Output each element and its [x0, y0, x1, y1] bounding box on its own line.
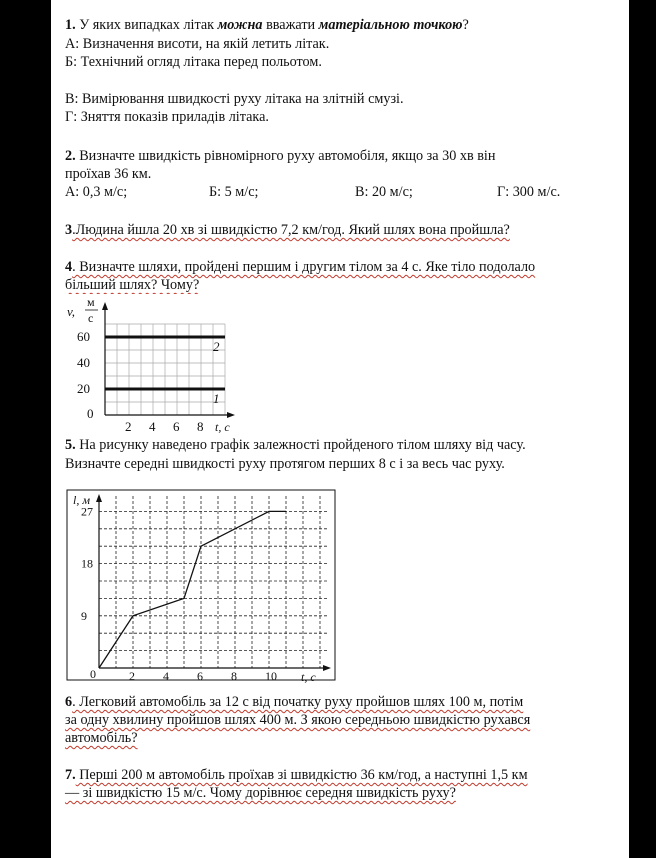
question-7: 7. Перші 200 м автомобіль проїхав зі швидкістю 36 км/год, а наступні 1,5 км	[65, 767, 528, 783]
velocity-x-label: t, с	[215, 420, 230, 434]
question-6-line3: автомобіль?	[65, 730, 138, 746]
velocity-x-tick-label: 4	[149, 419, 156, 434]
distance-x-label: t, с	[301, 670, 316, 684]
q1-option-b: Б: Технічний огляд літака перед польотом.	[65, 54, 322, 70]
distance-x-tick-label: 4	[163, 669, 169, 683]
velocity-y-label: v,	[67, 304, 76, 319]
question-7-line2: — зі швидкістю 15 м/с. Чому дорівнює середня швидкість руху?	[65, 785, 456, 801]
y-arrow-icon	[102, 302, 108, 310]
x-arrow-icon	[227, 412, 235, 418]
question-3: 3.Людина йшла 20 хв зі швидкістю 7,2 км/год. Який шлях вона пройшла?	[65, 222, 510, 238]
velocity-x-ticks	[125, 419, 204, 434]
velocity-line-label-1: 1	[213, 391, 220, 406]
velocity-x-tick-label: 2	[125, 419, 132, 434]
question-6: 6. Легковий автомобіль за 12 с від початку руху пройшов шлях 100 м, потім	[65, 694, 524, 710]
question-1: 1. У яких випадках літак можна вважати матеріальною точкою?	[65, 17, 469, 33]
distance-y-tick-label: 18	[81, 556, 93, 571]
q2-option-d: Г: 300 м/с.	[497, 184, 561, 200]
distance-chart-svg	[65, 488, 337, 688]
question-2: 2. Визначте швидкість рівномірного руху автомобіля, якщо за 30 хв він	[65, 148, 496, 164]
q2-option-a: А: 0,3 м/с;	[65, 184, 128, 200]
velocity-y-tick-label: 20	[77, 381, 90, 396]
distance-y-tick-label: 9	[81, 608, 87, 623]
velocity-y-ticks	[77, 329, 90, 396]
question-5-line2: Визначте середні швидкості руху протягом перших 8 с і за весь час руху.	[65, 456, 505, 472]
velocity-y-unit-num: м	[87, 295, 95, 309]
q2-option-c: В: 20 м/с;	[355, 184, 413, 200]
distance-x-tick-label: 2	[129, 669, 135, 683]
velocity-y-tick-label: 40	[77, 355, 90, 370]
worksheet-page	[51, 0, 629, 858]
velocity-x-tick-label: 8	[197, 419, 204, 434]
distance-origin: 0	[90, 667, 96, 681]
distance-chart	[65, 488, 337, 688]
velocity-y-tick-label: 60	[77, 329, 90, 344]
question-2-line2: проїхав 36 км.	[65, 166, 152, 182]
question-5: 5. На рисунку наведено графік залежності пройденого тілом шляху від часу.	[65, 437, 526, 453]
velocity-chart-svg	[65, 294, 239, 434]
q1-option-c: В: Вимірювання швидкості руху літака на злітній смузі.	[65, 91, 404, 107]
question-4: 4. Визначте шляхи, пройдені першим і другим тілом за 4 с. Яке тіло подолало	[65, 259, 536, 275]
distance-y-label: l, м	[73, 493, 90, 507]
velocity-line-label-2: 2	[213, 339, 220, 354]
distance-x-tick-label: 10	[265, 669, 277, 683]
distance-y-tick-label: 27	[81, 504, 93, 519]
distance-x-tick-label: 8	[231, 669, 237, 683]
velocity-x-tick-label: 6	[173, 419, 180, 434]
velocity-chart	[65, 294, 239, 434]
velocity-y-unit-den: с	[88, 311, 94, 325]
q1-option-a: А: Визначення висоти, на якій летить літак.	[65, 36, 330, 52]
q2-option-b: Б: 5 м/с;	[209, 184, 259, 200]
distance-x-tick-label: 6	[197, 669, 203, 683]
velocity-origin: 0	[87, 406, 94, 421]
question-4-line2: більший шлях? Чому?	[65, 277, 200, 293]
question-6-line2: за одну хвилину пройшов шлях 400 м. З якою середньою швидкістю рухався	[65, 712, 531, 728]
q1-option-d: Г: Зняття показів приладів літака.	[65, 109, 269, 125]
